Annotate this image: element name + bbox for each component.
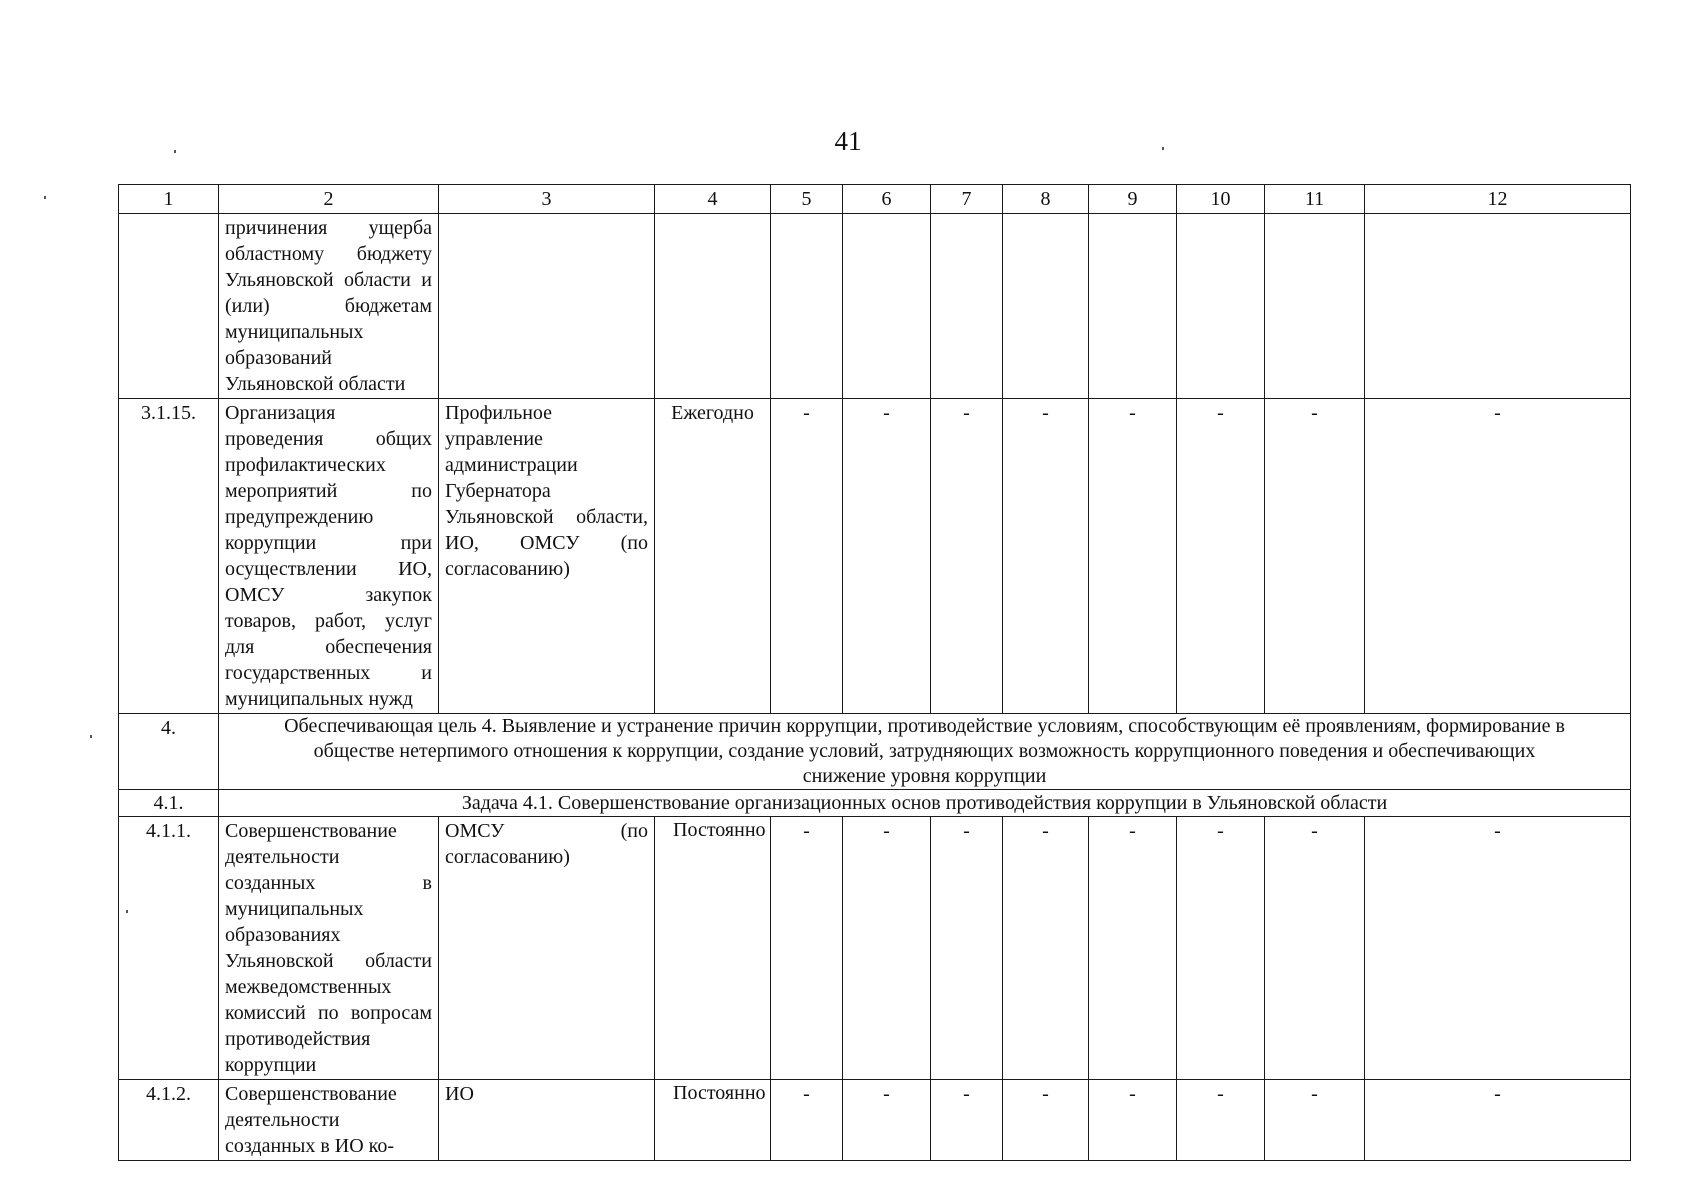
- measure-name: Совершенствование деятельности созданных в муниципальных образованиях Ульяновской области межведомственных комиссий по вопросам противодействия коррупции: [219, 817, 439, 1080]
- goal-row: [119, 714, 1631, 790]
- header-cell: 5: [771, 185, 843, 214]
- task-row: [119, 790, 1631, 817]
- value-cell: -: [1003, 399, 1089, 714]
- value-cell: -: [1177, 817, 1265, 1080]
- measure-name: Совершенствование деятельности созданных в ИО ко-: [219, 1080, 439, 1161]
- page-number: 41: [834, 126, 862, 156]
- header-cell: 8: [1003, 185, 1089, 214]
- table-row-continuation: [119, 214, 1631, 399]
- value-cell: -: [1365, 399, 1631, 714]
- term: Постоянно: [655, 817, 771, 1080]
- measure-name: Организация проведения общих профилактических мероприятий по предупреждению коррупции при осуществлении ИО, ОМСУ закупок товаров, работ, услуг для обеспечения государственных и муниципальных нужд: [219, 399, 439, 714]
- value-cell: -: [931, 1080, 1003, 1161]
- header-cell: 6: [843, 185, 931, 214]
- value-cell: -: [1003, 1080, 1089, 1161]
- header-cell: 10: [1177, 185, 1265, 214]
- value-cell: -: [1177, 399, 1265, 714]
- value-cell: -: [843, 817, 931, 1080]
- value-cell: -: [931, 399, 1003, 714]
- row-number: 4.1.2.: [119, 1080, 219, 1161]
- executor: ОМСУ (по согласованию): [439, 817, 655, 1080]
- value-cell: -: [771, 817, 843, 1080]
- value-cell: -: [1003, 817, 1089, 1080]
- value-cell: -: [931, 817, 1003, 1080]
- executor: ИО: [439, 1080, 655, 1161]
- measure-name: причинения ущерба областному бюджету Ульяновской области и (или) бюджетам муниципальных образований Ульяновской области: [219, 214, 439, 399]
- value-cell: -: [1265, 1080, 1365, 1161]
- scan-speck: [44, 196, 46, 199]
- value-cell: -: [771, 399, 843, 714]
- plan-table: [118, 184, 1631, 1161]
- value-cell: -: [1365, 817, 1631, 1080]
- value-cell: -: [771, 1080, 843, 1161]
- table-row: [119, 817, 1631, 1080]
- value-cell: -: [1265, 817, 1365, 1080]
- header-cell: 3: [439, 185, 655, 214]
- term: Постоянно: [655, 1080, 771, 1161]
- table-row: [119, 399, 1631, 714]
- value-cell: -: [1089, 817, 1177, 1080]
- value-cell: -: [1265, 399, 1365, 714]
- header-cell: 2: [219, 185, 439, 214]
- header-cell: 11: [1265, 185, 1365, 214]
- header-cell: 9: [1089, 185, 1177, 214]
- header-cell: 1: [119, 185, 219, 214]
- row-number: 4.: [119, 714, 219, 790]
- header-cell: 7: [931, 185, 1003, 214]
- value-cell: -: [1177, 1080, 1265, 1161]
- table-row: [119, 1080, 1631, 1161]
- executor: Профильное управление администрации Губернатора Ульяновской области, ИО, ОМСУ (по согласованию): [439, 399, 655, 714]
- term: Ежегодно: [655, 399, 771, 714]
- scan-speck: [174, 150, 176, 153]
- goal-text: Обеспечивающая цель 4. Выявление и устранение причин коррупции, противодействие условиям, способствующим её проявлениям, формирование в обществе нетерпимого отношения к коррупции, создание условий, затрудняющих возможность коррупционного поведения и обеспечивающих снижение уровня коррупции: [219, 714, 1631, 790]
- row-number: 4.1.1.: [119, 817, 219, 1080]
- row-number: 3.1.15.: [119, 399, 219, 714]
- task-text: Задача 4.1. Совершенствование организационных основ противодействия коррупции в Ульяновской области: [219, 790, 1631, 817]
- header-cell: 12: [1365, 185, 1631, 214]
- row-number: 4.1.: [119, 790, 219, 817]
- header-row: [119, 185, 1631, 214]
- value-cell: -: [843, 399, 931, 714]
- scan-speck: [90, 735, 92, 738]
- value-cell: -: [843, 1080, 931, 1161]
- scan-speck: [1162, 147, 1164, 150]
- value-cell: -: [1089, 399, 1177, 714]
- value-cell: -: [1089, 1080, 1177, 1161]
- header-cell: 4: [655, 185, 771, 214]
- value-cell: -: [1365, 1080, 1631, 1161]
